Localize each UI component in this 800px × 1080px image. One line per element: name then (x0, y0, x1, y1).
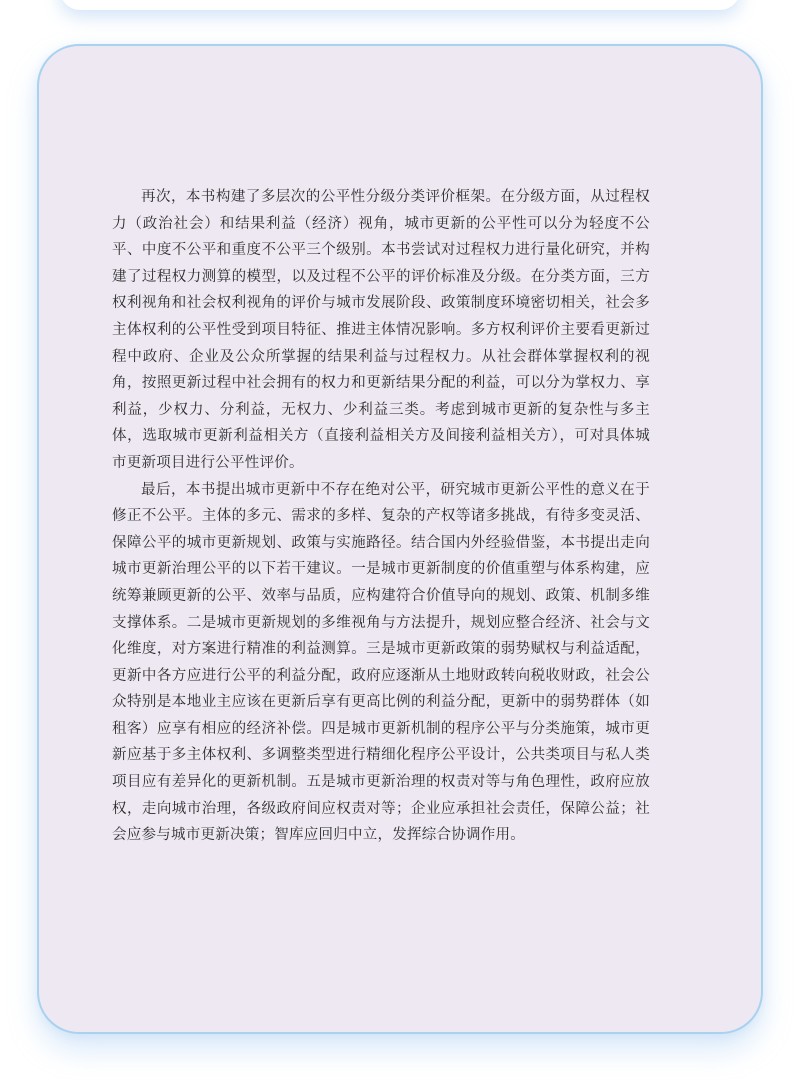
paragraph-evaluation-framework: 再次，本书构建了多层次的公平性分级分类评价框架。在分级方面，从过程权力（政治社会）和结果利益（经济）视角，城市更新的公平性可以分为轻度不公平、中度不公平和重度不公平三个级别。本书尝试对过程权力进行量化研究，并构建了过程权力测算的模型，以及过程不公平的评价标准及分级。在分类方面，三方权利视角和社会权利视角的评价与城市发展阶段、政策制度环境密切相关，社会多主体权利的公平性受到项目特征、推进主体情况影响。多方权利评价主要看更新过程中政府、企业及公众所掌握的结果利益与过程权力。从社会群体掌握权利的视角，按照更新过程中社会拥有的权力和更新结果分配的利益，可以分为掌权力、享利益，少权力、分利益，无权力、少利益三类。考虑到城市更新的复杂性与多主体，选取城市更新利益相关方（直接利益相关方及间接利益相关方），可对具体城市更新项目进行公平性评价。 (112, 189, 650, 471)
paragraph-recommendations: 最后，本书提出城市更新中不存在绝对公平，研究城市更新公平性的意义在于修正不公平。主体的多元、需求的多样、复杂的产权等诸多挑战，有待多变灵活、保障公平的城市更新规划、政策与实施路径。结合国内外经验借鉴，本书提出走向城市更新治理公平的以下若干建议。一是城市更新制度的价值重塑与体系构建，应统筹兼顾更新的公平、效率与品质，应构建符合价值导向的规划、政策、机制多维支撑体系。二是城市更新规划的多维视角与方法提升，规划应整合经济、社会与文化维度，对方案进行精准的利益测算。三是城市更新政策的弱势赋权与利益适配，更新中各方应进行公平的利益分配，政府应逐渐从土地财政转向税收财政，社会公众特别是本地业主应该在更新后享有更高比例的利益分配，更新中的弱势群体（如租客）应享有相应的经济补偿。四是城市更新机制的程序公平与分类施策，城市更新应基于多主体权利、多调整类型进行精细化程序公平设计，公共类项目与私人类项目应有差异化的更新机制。五是城市更新治理的权责对等与角色理性，政府应放权，走向城市治理，各级政府间应权责对等；企业应承担社会责任，保障公益；社会应参与城市更新决策；智库应回归中立，发挥综合协调作用。 (112, 481, 650, 844)
body-text (112, 184, 650, 849)
page-card (37, 44, 763, 1034)
top-decorative-glow (60, 0, 740, 10)
